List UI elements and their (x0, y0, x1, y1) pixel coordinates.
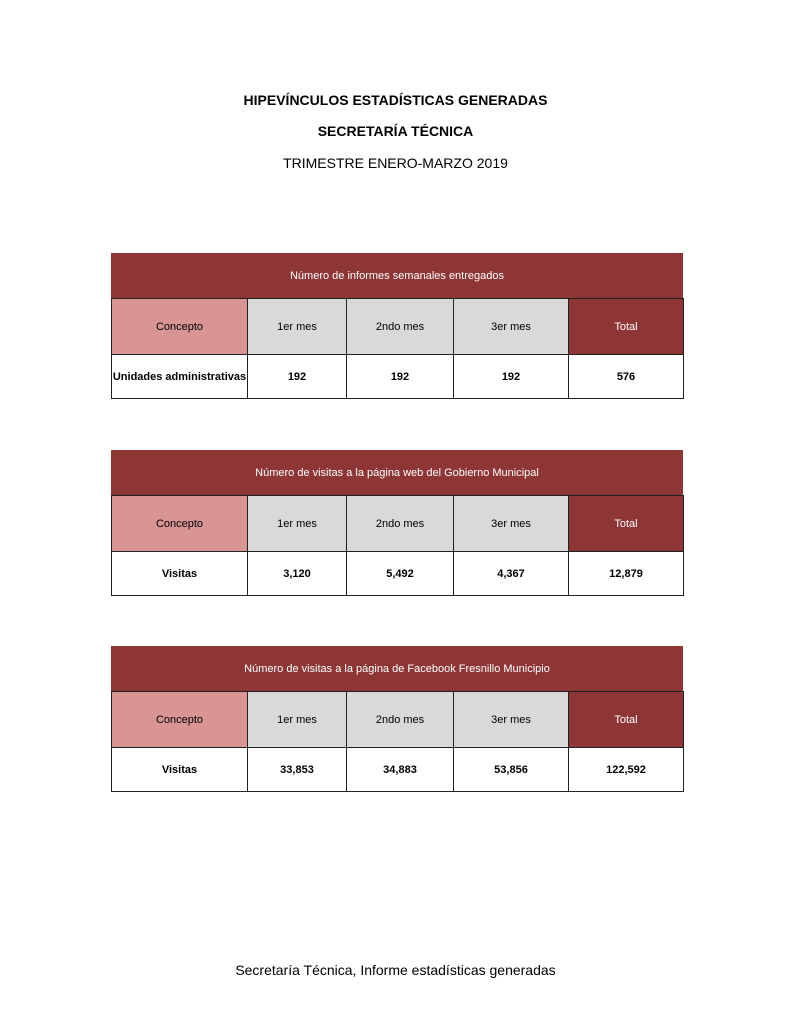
column-header-month-3: 3er mes (454, 299, 569, 355)
cell-month-3: 192 (454, 355, 569, 399)
table-header-row (112, 692, 684, 748)
table-row (112, 748, 684, 792)
document-period: TRIMESTRE ENERO-MARZO 2019 (283, 155, 508, 171)
stats-table (111, 495, 684, 596)
cell-month-2: 34,883 (347, 748, 454, 792)
document-title: HIPEVÍNCULOS ESTADÍSTICAS GENERADAS (243, 92, 548, 108)
cell-month-2: 192 (347, 355, 454, 399)
column-header-month-2: 2ndo mes (347, 299, 454, 355)
column-header-concepto: Concepto (112, 496, 248, 552)
page-footer: Secretaría Técnica, Informe estadísticas generadas (235, 962, 556, 978)
row-concept: Unidades administrativas (112, 355, 248, 399)
column-header-month-1: 1er mes (248, 299, 347, 355)
table-title: Número de visitas a la página de Facebook Fresnillo Municipio (111, 646, 683, 691)
stats-table (111, 691, 684, 792)
column-header-total: Total (569, 299, 684, 355)
column-header-month-1: 1er mes (248, 496, 347, 552)
column-header-total: Total (569, 496, 684, 552)
table-row (112, 552, 684, 596)
cell-month-3: 53,856 (454, 748, 569, 792)
row-concept: Visitas (112, 552, 248, 596)
column-header-month-2: 2ndo mes (347, 496, 454, 552)
stats-block-facebook-visits (111, 646, 683, 792)
cell-month-3: 4,367 (454, 552, 569, 596)
table-header-row (112, 299, 684, 355)
row-concept: Visitas (112, 748, 248, 792)
cell-month-1: 3,120 (248, 552, 347, 596)
column-header-total: Total (569, 692, 684, 748)
cell-total: 122,592 (569, 748, 684, 792)
table-header-row (112, 496, 684, 552)
table-row (112, 355, 684, 399)
table-title: Número de informes semanales entregados (111, 253, 683, 298)
table-title: Número de visitas a la página web del Gobierno Municipal (111, 450, 683, 495)
stats-block-web-visits (111, 450, 683, 596)
document-subtitle: SECRETARÍA TÉCNICA (317, 123, 474, 139)
column-header-month-1: 1er mes (248, 692, 347, 748)
cell-month-1: 192 (248, 355, 347, 399)
column-header-month-3: 3er mes (454, 692, 569, 748)
cell-total: 576 (569, 355, 684, 399)
cell-month-2: 5,492 (347, 552, 454, 596)
stats-table (111, 298, 684, 399)
column-header-month-2: 2ndo mes (347, 692, 454, 748)
column-header-concepto: Concepto (112, 299, 248, 355)
column-header-concepto: Concepto (112, 692, 248, 748)
cell-month-1: 33,853 (248, 748, 347, 792)
stats-block-informes (111, 253, 683, 399)
column-header-month-3: 3er mes (454, 496, 569, 552)
cell-total: 12,879 (569, 552, 684, 596)
